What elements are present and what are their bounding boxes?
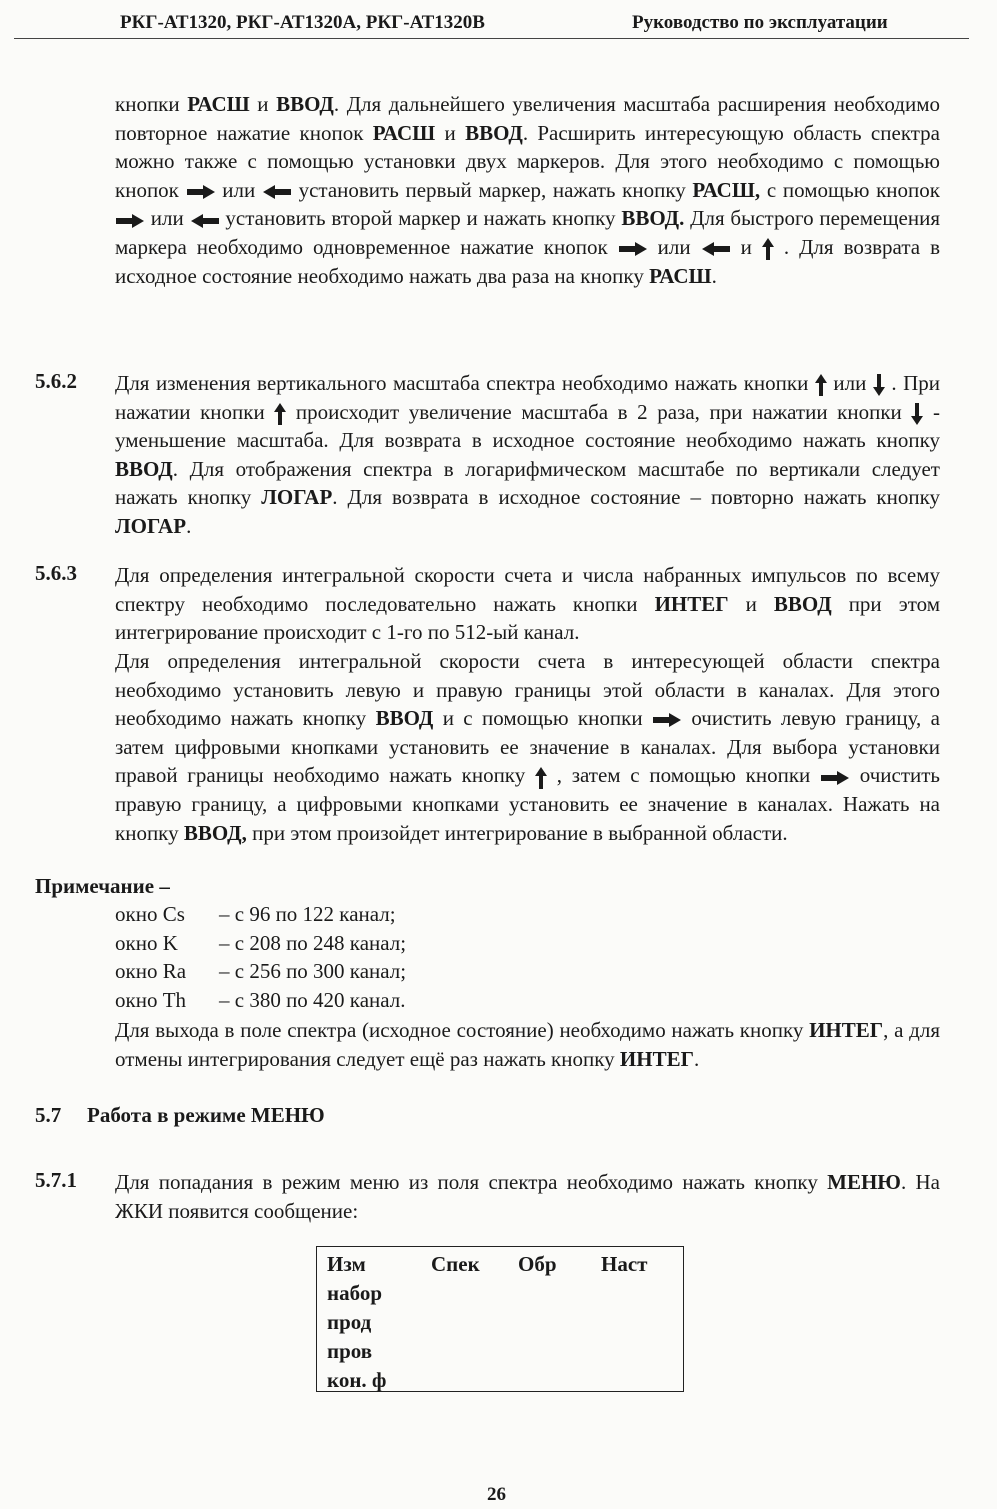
arrow-up-icon bbox=[274, 402, 286, 426]
section-heading-5-7: 5.7 Работа в режиме МЕНЮ bbox=[35, 1103, 325, 1127]
window-range-row: окно Ra – с 256 по 300 канал; bbox=[115, 959, 407, 983]
paragraph-integral-rate: Для определения интегральной скорости счета и числа набранных импульсов по всему спектру необходимо последовательно нажать кнопки ИНТЕГ и ВВОД при этом интегрирование происходит с 1-го по 512-ый канал. bbox=[115, 563, 941, 645]
lcd-menu-item: набор bbox=[327, 1281, 383, 1305]
paragraph-exit-integration: Для выхода в поле спектра (исходное состояние) необходимо нажать кнопку ИНТЕГ, а для отмены интегрирования следует ещё раз нажать кнопку ИНТЕГ. bbox=[115, 1018, 940, 1071]
paragraph-menu-mode: Для попадания в режим меню из поля спектра необходимо нажать кнопку МЕНЮ. На ЖКИ появится сообщение: bbox=[115, 1170, 940, 1223]
arrow-down-icon bbox=[873, 373, 885, 397]
arrow-right-icon bbox=[186, 185, 216, 199]
section-number-5-6-2: 5.6.2 bbox=[35, 369, 77, 393]
lcd-display-box bbox=[316, 1246, 684, 1392]
header-document-title: Руководство по эксплуатации bbox=[632, 12, 888, 33]
page-header bbox=[14, 8, 969, 39]
arrow-left-icon bbox=[262, 185, 292, 199]
arrow-down-icon bbox=[911, 402, 923, 426]
section-number-5-6-3: 5.6.3 bbox=[35, 561, 77, 585]
note-title: Примечание – bbox=[35, 874, 170, 898]
window-range-row: окно Th – с 380 по 420 канал. bbox=[115, 988, 406, 1012]
arrow-right-icon bbox=[115, 214, 145, 228]
paragraph-integral-region: Для определения интегральной скорости счета в интересующей области спектра необходимо установить левую и правую границы этой области в каналах. Для этого необходимо нажать кнопку ВВОД и с помощью кнопки очистить левую границу, а затем цифровыми кнопками установить ее значение в каналах. Для выбора установки правой границы необходимо нажать кнопку , затем с помощью кнопки очистить правую границу, а цифровыми кнопками установить ее значение в каналах. Нажать на кнопку ВВОД, при этом произойдет интегрирование в выбранной области. bbox=[115, 649, 941, 845]
paragraph-marker-expand: кнопки РАСШ и ВВОД. Для дальнейшего увеличения масштаба расширения необходимо повторное нажатие кнопок РАСШ и ВВОД. Расширить интересующую область спектра можно также с помощью установки двух маркеров. Для этого необходимо с помощью кнопок или установить первый маркер, нажать кнопку РАСШ, с помощью кнопок или установить второй маркер и нажать кнопку ВВОД. Для быстрого перемещения маркера необходимо одновременное нажатие кнопок или и . Для возврата в исходное состояние необходимо нажать два раза на кнопку РАСШ. bbox=[115, 92, 940, 288]
lcd-menu-item: Спек bbox=[431, 1252, 480, 1276]
page-number: 26 bbox=[487, 1484, 506, 1505]
arrow-up-icon bbox=[535, 766, 547, 790]
lcd-menu-item: прод bbox=[327, 1310, 372, 1334]
arrow-up-icon bbox=[815, 373, 827, 397]
lcd-menu-item: Изм bbox=[327, 1252, 366, 1276]
lcd-menu-item: Обр bbox=[518, 1252, 557, 1276]
window-range-row: окно K – с 208 по 248 канал; bbox=[115, 931, 407, 955]
lcd-menu-item: пров bbox=[327, 1339, 373, 1363]
window-range-row: окно Cs – с 96 по 122 канал; bbox=[115, 902, 396, 926]
section-number-5-7-1: 5.7.1 bbox=[35, 1168, 77, 1192]
arrow-left-icon bbox=[701, 242, 731, 256]
arrow-up-icon bbox=[762, 237, 774, 261]
lcd-menu-item: Наст bbox=[601, 1252, 648, 1276]
lcd-menu-item: кон. ф bbox=[327, 1368, 387, 1392]
arrow-left-icon bbox=[190, 214, 220, 228]
arrow-right-icon bbox=[652, 713, 682, 727]
paragraph-vertical-scale: Для изменения вертикального масштаба спектра необходимо нажать кнопки или . При нажатии кнопки происходит увеличение масштаба в 2 раза, при нажатии кнопки - уменьшение масштаба. Для возврата в исходное состояние необходимо нажать кнопку ВВОД. Для отображения спектра в логарифмическом масштабе по вертикали следует нажать кнопку ЛОГАР. Для возврата в исходное состояние – повторно нажать кнопку ЛОГАР. bbox=[115, 371, 940, 538]
header-product-names: РКГ-АТ1320, РКГ-АТ1320А, РКГ-АТ1320В bbox=[120, 12, 485, 33]
arrow-right-icon bbox=[618, 242, 648, 256]
arrow-right-icon bbox=[820, 771, 850, 785]
